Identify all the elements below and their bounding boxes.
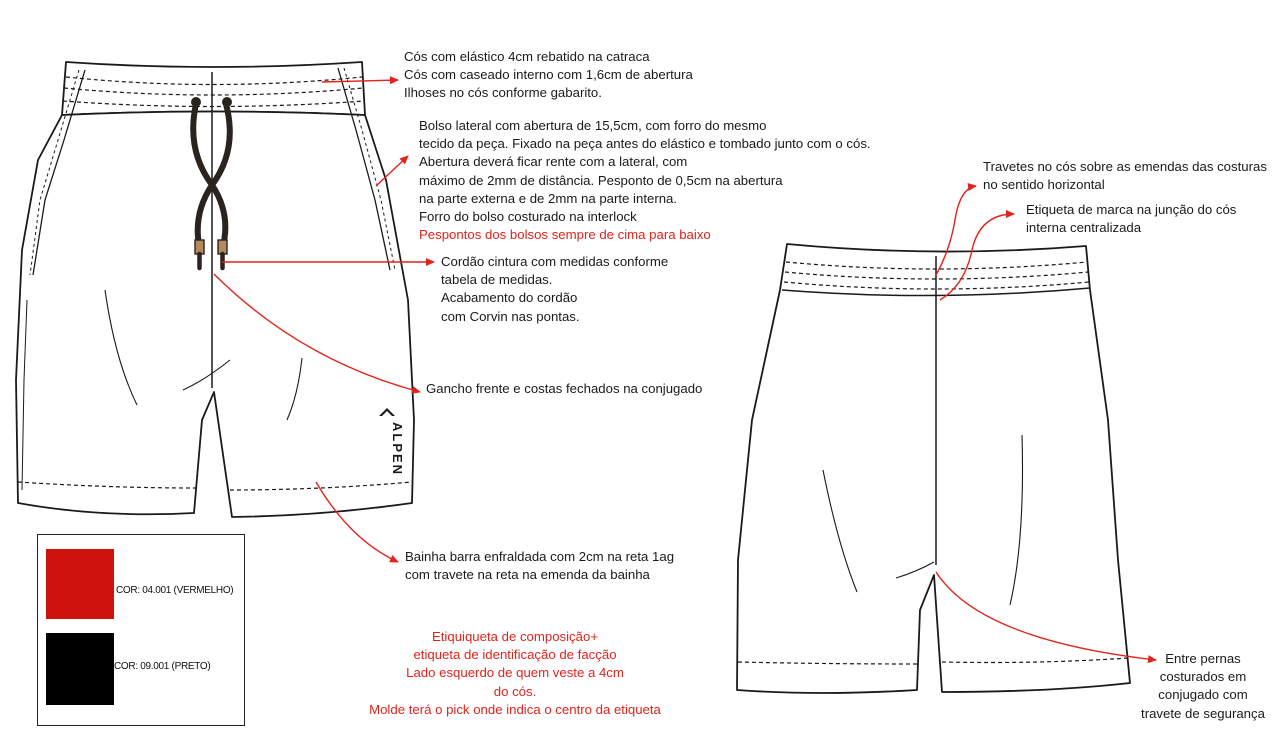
swatch-label: COR: 04.001 (VERMELHO) — [116, 585, 234, 596]
composition-note — [290, 628, 740, 719]
pocket-note — [419, 117, 871, 244]
note-line: Ilhoses no cós conforme gabarito. — [404, 85, 602, 101]
pocket-highlight-note: Pespontos dos bolsos sempre de cima para baixo — [419, 227, 711, 243]
front-shorts — [16, 62, 414, 517]
right-eyelet — [222, 97, 232, 107]
brand-logo-text: ALPEN — [390, 422, 405, 477]
note-line: Bolso lateral com abertura de 15,5cm, com forro do mesmo — [419, 118, 767, 133]
bartacks-note — [983, 158, 1267, 194]
note-line: com travete na reta na emenda da bainha — [405, 567, 650, 583]
note-line: Etiquiqueta de composição+ — [431, 629, 599, 644]
color-legend — [37, 534, 245, 726]
swatch-red — [46, 549, 114, 619]
hem-note — [405, 548, 674, 584]
front-body-outline — [16, 112, 414, 518]
brand-logo — [375, 406, 405, 486]
note-line: Travetes no cós sobre as emendas das costuras — [983, 159, 1267, 174]
note-line: costurados em — [1159, 669, 1247, 685]
note-line: Cós com caseado interno com 1,6cm de abertura — [404, 67, 693, 83]
back-body-outline — [737, 244, 1130, 693]
note-line: Cós com elástico 4cm rebatido na catraca — [404, 49, 650, 64]
note-line: tabela de medidas. — [441, 272, 553, 288]
note-line: na parte externa e de 2mm na parte interna. — [419, 190, 678, 206]
back-shorts — [737, 244, 1130, 693]
brand-label-note — [1026, 201, 1236, 237]
cord-note — [441, 253, 668, 326]
swatch-label: COR: 09.001 (PRETO) — [114, 661, 211, 672]
note-line: conjugado com — [1158, 687, 1248, 703]
note-line: etiqueta de identificação de facção — [413, 647, 617, 663]
note-line: do cós. — [493, 683, 537, 699]
note-line: Forro do bolso costurado na interlock — [419, 209, 637, 225]
note-line: Acabamento do cordão — [441, 290, 578, 306]
note-line: Abertura deverá ficar rente com a lateral, com — [419, 154, 688, 170]
note-line: Bainha barra enfraldada com 2cm na reta 1ag — [405, 549, 675, 564]
note-line: Etiqueta de marca na junção do cós — [1026, 202, 1237, 217]
note-line: interna centralizada — [1026, 220, 1142, 236]
note-line: máximo de 2mm de distância. Pesponto de 0,5cm na abertura — [419, 172, 783, 188]
note-line: Gancho frente e costas fechados na conjugado — [426, 381, 703, 396]
legs-note — [1132, 650, 1274, 723]
note-line: com Corvin nas pontas. — [441, 308, 580, 324]
crotch-note — [426, 380, 702, 398]
note-line: Cordão cintura com medidas conforme — [441, 254, 669, 269]
waistband-note — [404, 48, 693, 103]
note-line: tecido da peça. Fixado na peça antes do elástico e tombado junto com o cós. — [419, 136, 871, 152]
swatch-black — [46, 633, 114, 705]
note-line: Entre pernas — [1165, 651, 1241, 666]
note-line: travete de segurança — [1141, 705, 1265, 721]
note-line: no sentido horizontal — [983, 177, 1105, 193]
note-line: Lado esquerdo de quem veste a 4cm — [406, 665, 624, 681]
note-line: Molde terá o pick onde indica o centro da etiqueta — [369, 701, 661, 717]
left-eyelet — [191, 97, 201, 107]
